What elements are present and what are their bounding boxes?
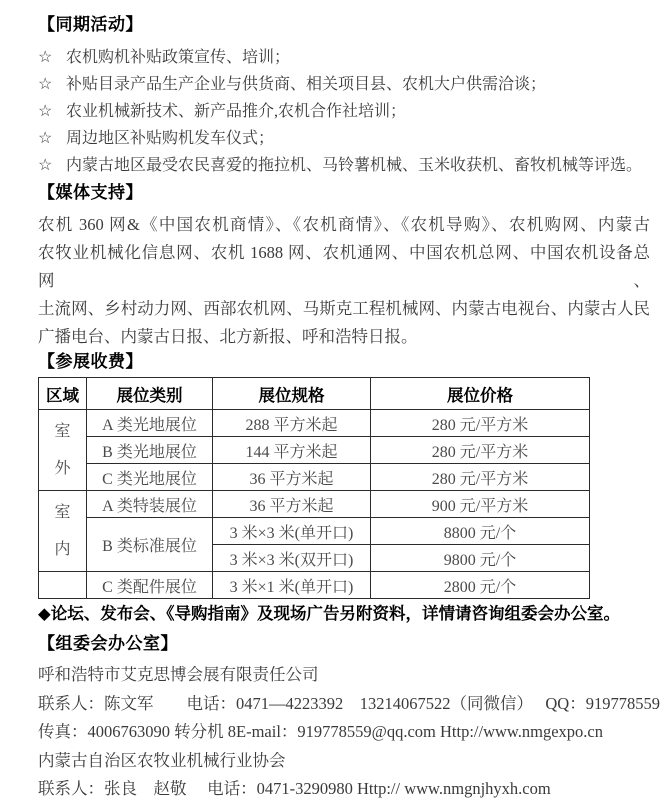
activity-text: 农业机械新技术、新产品推介,农机合作社培训； [66,103,407,120]
price-cell: 9800 元/个 [371,545,590,572]
star-bullet-icon: ☆ [38,76,53,93]
category-cell: A 类特装展位 [87,491,213,518]
spec-cell: 36 平方米起 [213,491,371,518]
price-cell: 8800 元/个 [371,518,590,545]
spec-cell: 144 平方米起 [213,437,371,464]
section-activities [38,14,650,177]
col-header-zone: 区域 [39,378,87,410]
section-media [38,182,650,351]
section-office [38,633,660,804]
price-cell: 2800 元/个 [371,572,590,599]
table-row [39,572,590,599]
table-row [39,410,590,437]
office-association-line: 内蒙古自治区农牧业机械行业协会 [38,750,286,770]
office-contact-line: 联系人：张良 赵敬 电话：0471-3290980 Http:// www.nmgnjhyxh.com [38,779,551,798]
zone-cell-outdoor [39,410,87,491]
col-header-spec: 展位规格 [213,378,371,410]
activity-text: 内蒙古地区最受农民喜爱的拖拉机、马铃薯机械、玉米收获机、畜牧机械等评选。 [66,157,643,174]
spec-cell: 36 平方米起 [213,464,371,491]
activity-text: 周边地区补贴购机发车仪式； [66,130,275,147]
zone-char: 外 [54,459,71,477]
spec-cell: 3 米×1 米(单开口) [213,572,371,599]
spec-cell: 288 平方米起 [213,410,371,437]
table-row [39,491,590,518]
media-paragraph-line: 广播电台、内蒙古日报、北方新报、呼和浩特日报。 [38,327,418,346]
category-cell: B 类光地展位 [87,437,213,464]
list-item [38,155,650,177]
office-contact-line: 联系人：陈文军 电话：0471—4223392 13214067522（同微信） QQ：919778559 [38,693,660,713]
fees-note: ◆论坛、发布会、《导购指南》及现场广告另附资料，详情请咨询组委会办公室。 [38,605,620,623]
list-item [38,128,650,150]
table-row [39,518,590,545]
media-paragraph-line: 土流网、乡村动力网、西部农机网、马斯克工程机械网、内蒙古电视台、内蒙古人民 [38,299,650,318]
zone-char: 室 [54,422,71,440]
star-bullet-icon: ☆ [38,157,53,174]
table-header-row [39,378,590,410]
list-item [38,101,650,123]
office-fax-line: 传真：4006763090 转分机 8E-mail：919778559@qq.com Http://www.nmgexpo.cn [38,722,603,741]
office-company-line: 呼和浩特市艾克思博会展有限责任公司 [38,665,319,684]
category-cell: C 类光地展位 [87,464,213,491]
price-cell: 900 元/平方米 [371,491,590,518]
table-row [39,464,590,491]
list-item [38,74,650,96]
price-cell: 280 元/平方米 [371,410,590,437]
zone-char: 室 [54,503,71,521]
category-cell: A 类光地展位 [87,410,213,437]
spec-cell: 3 米×3 米(双开口) [213,545,371,572]
zone-cell-indoor [39,491,87,572]
category-cell: B 类标准展位 [87,518,213,572]
list-item [38,47,650,69]
spec-cell: 3 米×3 米(单开口) [213,518,371,545]
price-cell: 280 元/平方米 [371,437,590,464]
star-bullet-icon: ☆ [38,103,53,120]
category-cell: C 类配件展位 [87,572,213,599]
office-title: 【组委会办公室】 [38,634,178,653]
zone-cell-empty [39,572,87,599]
activity-text: 农机购机补贴政策宣传、培训； [66,49,291,66]
table-row [39,437,590,464]
price-cell: 280 元/平方米 [371,464,590,491]
media-title: 【媒体支持】 [38,183,143,202]
media-paragraph-line: 农牧业机械化信息网、农机 1688 网、农机通网、中国农机总网、中国农机设备总网、 [38,243,650,290]
col-header-price: 展位价格 [371,378,590,410]
zone-char: 内 [54,540,71,558]
fees-table [38,377,590,599]
star-bullet-icon: ☆ [38,130,53,147]
activity-text: 补贴目录产品生产企业与供货商、相关项目县、农机大户供需洽谈； [66,76,547,93]
col-header-category: 展位类别 [87,378,213,410]
activities-title: 【同期活动】 [38,15,143,34]
media-paragraph-line: 农机 360 网&《中国农机商情》、《农机商情》、《农机导购》、农机购网、内蒙古 [38,215,650,234]
fees-title: 【参展收费】 [38,352,143,371]
section-fees [38,351,650,625]
star-bullet-icon: ☆ [38,49,53,66]
